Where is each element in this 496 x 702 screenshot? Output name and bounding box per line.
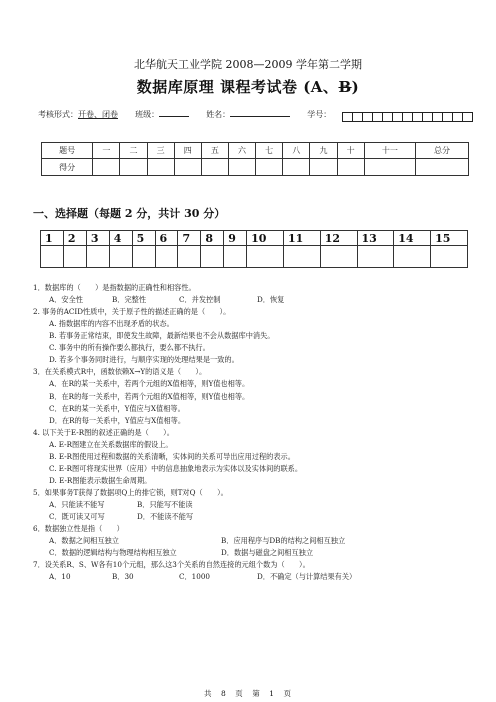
answer-number: 12 <box>320 231 357 246</box>
option: B. 若事务正常结束，即使发生故障，最新结果也不会从数据库中消失。 <box>49 331 275 340</box>
option: D. 若多个事务同时进行，与顺序实现的处理结果是一致的。 <box>49 355 239 364</box>
option: C．在R的某一关系中，Y值应与X值相等。 <box>49 404 185 413</box>
class-label: 班级： <box>135 110 160 119</box>
title-main: 数据库原理 课程考试卷 (A、 <box>136 78 339 96</box>
question-stem: 4. 以下关于E-R图的叙述正确的是（ ）。 <box>33 428 174 437</box>
answer-cell[interactable] <box>201 246 224 268</box>
answer-number: 1 <box>41 231 64 246</box>
question-stem: 1．数据库的（ ）是指数据的正确性和相容性。 <box>33 283 196 292</box>
score-header-cell: 十 <box>337 143 364 159</box>
option-row <box>49 535 345 547</box>
answer-number: 11 <box>283 231 320 246</box>
option: D．恢复 <box>257 295 285 304</box>
option: A．在R的某一关系中，若两个元组的X值相等，则Y值也相等。 <box>49 379 250 388</box>
answer-number: 4 <box>109 231 132 246</box>
score-cell[interactable] <box>256 159 283 176</box>
score-row-label: 得分 <box>42 159 93 176</box>
answer-number: 8 <box>201 231 224 246</box>
option: C．1000 <box>179 572 210 581</box>
option-row <box>49 547 313 559</box>
answer-cell[interactable] <box>178 246 201 268</box>
score-cell[interactable] <box>201 159 228 176</box>
option: B．在R的每一关系中，若两个元组的X值相等，则Y值也相等。 <box>49 392 250 401</box>
score-header-cell: 总分 <box>416 143 469 159</box>
option: A. 指数据库的内容不出现矛盾的状态。 <box>49 319 174 328</box>
answer-number: 5 <box>132 231 155 246</box>
question-stem: 7．设关系R、S、W各有10个元组，那么这3个关系的自然连接的元组个数为（ ）。 <box>33 560 310 569</box>
page-footer: 共 8 页 第 1 页 <box>203 689 293 698</box>
option: D．数据与磁盘之间相互独立 <box>221 548 314 557</box>
answer-number: 2 <box>63 231 86 246</box>
answer-table <box>40 230 468 268</box>
score-header-row <box>42 143 469 159</box>
option: B．只能写不能读 <box>137 500 193 509</box>
option: A．安全性 <box>49 295 83 304</box>
name-blank[interactable] <box>230 108 290 117</box>
question-stem: 2. 事务的ACID性质中，关于原子性的描述正确的是（ ）。 <box>33 307 231 316</box>
option: D. E-R图能表示数据生命周期。 <box>49 476 152 485</box>
score-cell[interactable] <box>364 159 415 176</box>
section-title: 一、选择题（每题 2 分，共计 30 分） <box>33 207 226 220</box>
score-header-cell: 八 <box>283 143 310 159</box>
answer-number: 6 <box>155 231 178 246</box>
answer-cell[interactable] <box>320 246 357 268</box>
score-header-cell: 三 <box>147 143 174 159</box>
answer-cell[interactable] <box>431 246 468 268</box>
score-cell[interactable] <box>337 159 364 176</box>
answer-number: 9 <box>224 231 247 246</box>
answer-cell[interactable] <box>63 246 86 268</box>
answer-cell[interactable] <box>247 246 284 268</box>
option: D．在R的每一关系中，Y值应与X值相等。 <box>49 416 186 425</box>
score-header-cell: 七 <box>256 143 283 159</box>
score-cell[interactable] <box>174 159 201 176</box>
option-row <box>49 499 193 511</box>
exam-title <box>0 76 496 97</box>
answer-cell[interactable] <box>357 246 394 268</box>
answer-cell[interactable] <box>86 246 109 268</box>
score-header-cell: 题号 <box>42 143 93 159</box>
option: C．数据的逻辑结构与物理结构相互独立 <box>49 548 177 557</box>
answer-number: 15 <box>431 231 468 246</box>
option-row <box>49 571 356 583</box>
score-header-cell: 五 <box>201 143 228 159</box>
score-header-cell: 十一 <box>364 143 415 159</box>
score-header-cell: 九 <box>310 143 337 159</box>
answer-cell[interactable] <box>283 246 320 268</box>
answer-cell[interactable] <box>41 246 64 268</box>
score-cell[interactable] <box>120 159 147 176</box>
score-table <box>41 142 469 176</box>
answer-number: 13 <box>357 231 394 246</box>
option: B．30 <box>112 572 134 581</box>
answer-number: 7 <box>178 231 201 246</box>
answer-number: 3 <box>86 231 109 246</box>
question-stem: 6．数据独立性是指（ ） <box>33 524 124 533</box>
answer-cell[interactable] <box>394 246 431 268</box>
student-id-grid[interactable] <box>342 112 473 122</box>
option: A. E-R图建立在关系数据库的假设上。 <box>49 440 173 449</box>
score-header-cell: 四 <box>174 143 201 159</box>
score-header-cell: 二 <box>120 143 147 159</box>
answer-number: 10 <box>247 231 284 246</box>
question-stem: 5．如果事务T获得了数据项Q上的排它锁，则T对Q（ ）。 <box>33 488 228 497</box>
title-struck-letter: B <box>338 78 352 96</box>
answer-cell[interactable] <box>109 246 132 268</box>
score-header-cell: 六 <box>228 143 255 159</box>
option: C．既可读又可写 <box>49 512 105 521</box>
score-cell[interactable] <box>283 159 310 176</box>
answer-cell[interactable] <box>224 246 247 268</box>
question-stem: 3．在关系模式R中，函数依赖X→Y的语义是（ ）。 <box>33 367 207 376</box>
score-header-cell: 一 <box>93 143 120 159</box>
option: B. E-R图使用过程和数据的关系清晰，实体间的关系可导出应用过程的表示。 <box>49 452 295 461</box>
option: B．应用程序与DB的结构之间相互独立 <box>221 536 346 545</box>
form-value: 开卷、闭卷 <box>78 110 118 119</box>
title-end: ) <box>351 78 360 96</box>
option: D．不确定（与计算结果有关） <box>257 572 357 581</box>
option: D．不能读不能写 <box>137 512 194 521</box>
option: A．10 <box>49 572 71 581</box>
option: A．数据之间相互独立 <box>49 536 119 545</box>
form-label: 考核形式： <box>38 110 78 119</box>
option: C．并发控制 <box>179 295 221 304</box>
exam-info-line <box>38 108 331 120</box>
answer-number: 14 <box>394 231 431 246</box>
answer-blank-row <box>41 246 468 268</box>
option: C. 事务中的所有操作要么都执行，要么都不执行。 <box>49 343 210 352</box>
score-cell[interactable] <box>93 159 120 176</box>
name-label: 姓名： <box>206 110 231 119</box>
id-label: 学号： <box>307 110 332 119</box>
answer-header-row <box>41 231 468 246</box>
score-cell[interactable] <box>228 159 255 176</box>
option: B．完整性 <box>112 295 147 304</box>
option: A．只能读不能写 <box>49 500 105 509</box>
score-value-row <box>42 159 469 176</box>
answer-cell[interactable] <box>132 246 155 268</box>
option-row <box>49 511 193 523</box>
option-row <box>49 294 284 306</box>
score-cell[interactable] <box>310 159 337 176</box>
score-cell[interactable] <box>416 159 469 176</box>
school-semester-heading: 北华航天工业学院 2008—2009 学年第二学期 <box>134 58 362 71</box>
score-cell[interactable] <box>147 159 174 176</box>
option: C. E-R图可将现实世界（应用）中的信息抽象地表示为实体以及实体间的联系。 <box>49 464 303 473</box>
answer-cell[interactable] <box>155 246 178 268</box>
class-blank[interactable] <box>159 108 189 117</box>
